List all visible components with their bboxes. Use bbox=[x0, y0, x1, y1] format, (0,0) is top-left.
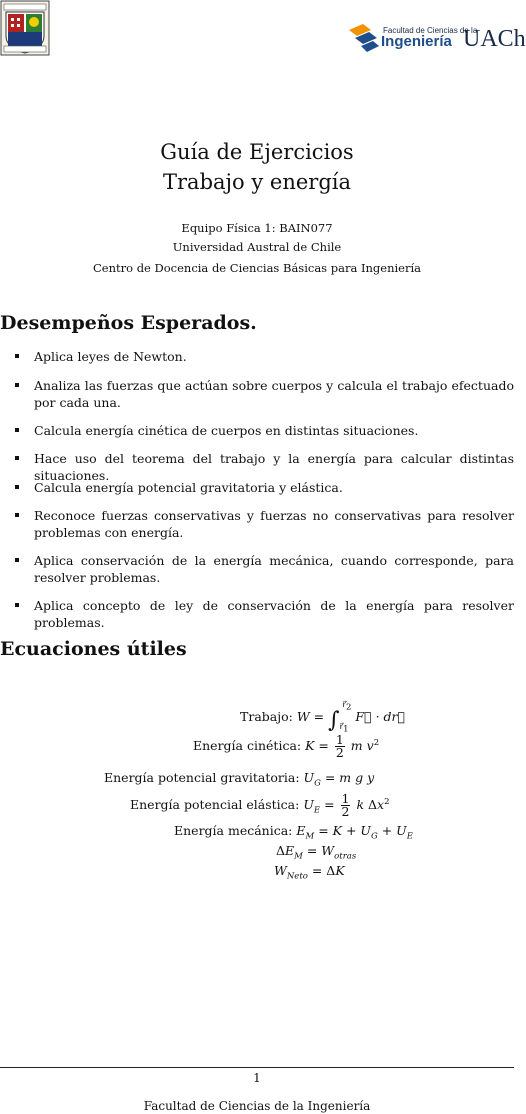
equation-kinetic: Energía cinética: K = $\frac{1}{2}$ m $v^2$ bbox=[193, 732, 380, 760]
list-item-text: Hace uso del teorema del trabajo y la energía para calcular distintas situaciones. bbox=[34, 451, 514, 483]
footer-text: Facultad de Ciencias de la Ingeniería bbox=[143, 1099, 371, 1113]
equation-label: Energía mecánica: bbox=[174, 823, 293, 838]
bullet-icon bbox=[15, 456, 19, 460]
faculty-logo-small-text: Facultad de Ciencias de la bbox=[383, 26, 478, 35]
section-heading-desempenos: Desempeños Esperados. bbox=[0, 312, 257, 334]
equation-wneto: $W_{Neto} = \Delta K$ bbox=[274, 863, 345, 882]
list-item-text: Reconoce fuerzas conservativas y fuerzas no conservativas para resolver problemas con energía. bbox=[34, 508, 514, 540]
page-number: 1 bbox=[253, 1071, 261, 1085]
document-subtitle: Trabajo y energía bbox=[163, 170, 351, 194]
center-line: Centro de Docencia de Ciencias Básicas para Ingeniería bbox=[92, 261, 421, 275]
bullet-icon bbox=[15, 513, 19, 517]
faculty-logo-big-text: Ingeniería bbox=[381, 33, 452, 50]
equation-label: Energía cinética: bbox=[193, 738, 302, 753]
university-line: Universidad Austral de Chile bbox=[172, 240, 342, 254]
bullet-icon bbox=[15, 485, 19, 489]
faculty-logo-uach-text: UACh bbox=[463, 26, 526, 52]
faculty-logo bbox=[345, 22, 526, 56]
equation-gravitational: Energía potencial gravitatoria: $U_G = m$ g y bbox=[104, 770, 375, 789]
equation-elastic: Energía potencial elástica: $U_E$ = $\frac{1}{2}$ k $\Delta x^2$ bbox=[130, 791, 390, 819]
equation-label: Energía potencial elástica: bbox=[130, 797, 300, 812]
list-item-text: Calcula energía cinética de cuerpos en distintas situaciones. bbox=[34, 423, 419, 438]
section-heading-ecuaciones: Ecuaciones útiles bbox=[0, 638, 187, 660]
list-item-text: Aplica concepto de ley de conservación de la energía para resolver problemas. bbox=[34, 598, 514, 630]
footer-rule bbox=[0, 1067, 514, 1068]
bullet-icon bbox=[15, 354, 19, 358]
team-line: Equipo Física 1: BAIN077 bbox=[181, 221, 333, 235]
list-item-text: Analiza las fuerzas que actúan sobre cuerpos y calcula el trabajo efectuado por cada una. bbox=[34, 378, 514, 410]
document-title: Guía de Ejercicios bbox=[160, 140, 354, 164]
list-item-text: Aplica conservación de la energía mecánica, cuando corresponde, para resolver problemas. bbox=[34, 553, 514, 585]
equation-mechanical: Energía mecánica: $E_M = K + U_G + U_E$ bbox=[174, 823, 413, 842]
equation-work: Trabajo: $W = \int_{r⃗_1}^{r⃗_2}$ F⃗ · dr⃗ bbox=[240, 700, 405, 735]
equation-delta-em: $\Delta E_M = W_{otras}$ bbox=[276, 843, 357, 862]
list-item-text: Calcula energía potencial gravitatoria y elástica. bbox=[34, 480, 343, 495]
bullet-icon bbox=[15, 383, 19, 387]
bullet-icon bbox=[15, 558, 19, 562]
bullet-icon bbox=[15, 603, 19, 607]
list-item-text: Aplica leyes de Newton. bbox=[34, 349, 187, 364]
equation-label: Trabajo: bbox=[240, 709, 293, 724]
equation-label: Energía potencial gravitatoria: bbox=[104, 770, 300, 785]
university-crest-logo bbox=[0, 0, 50, 56]
bullet-icon bbox=[15, 428, 19, 432]
faculty-logo-mark-icon bbox=[345, 24, 381, 54]
